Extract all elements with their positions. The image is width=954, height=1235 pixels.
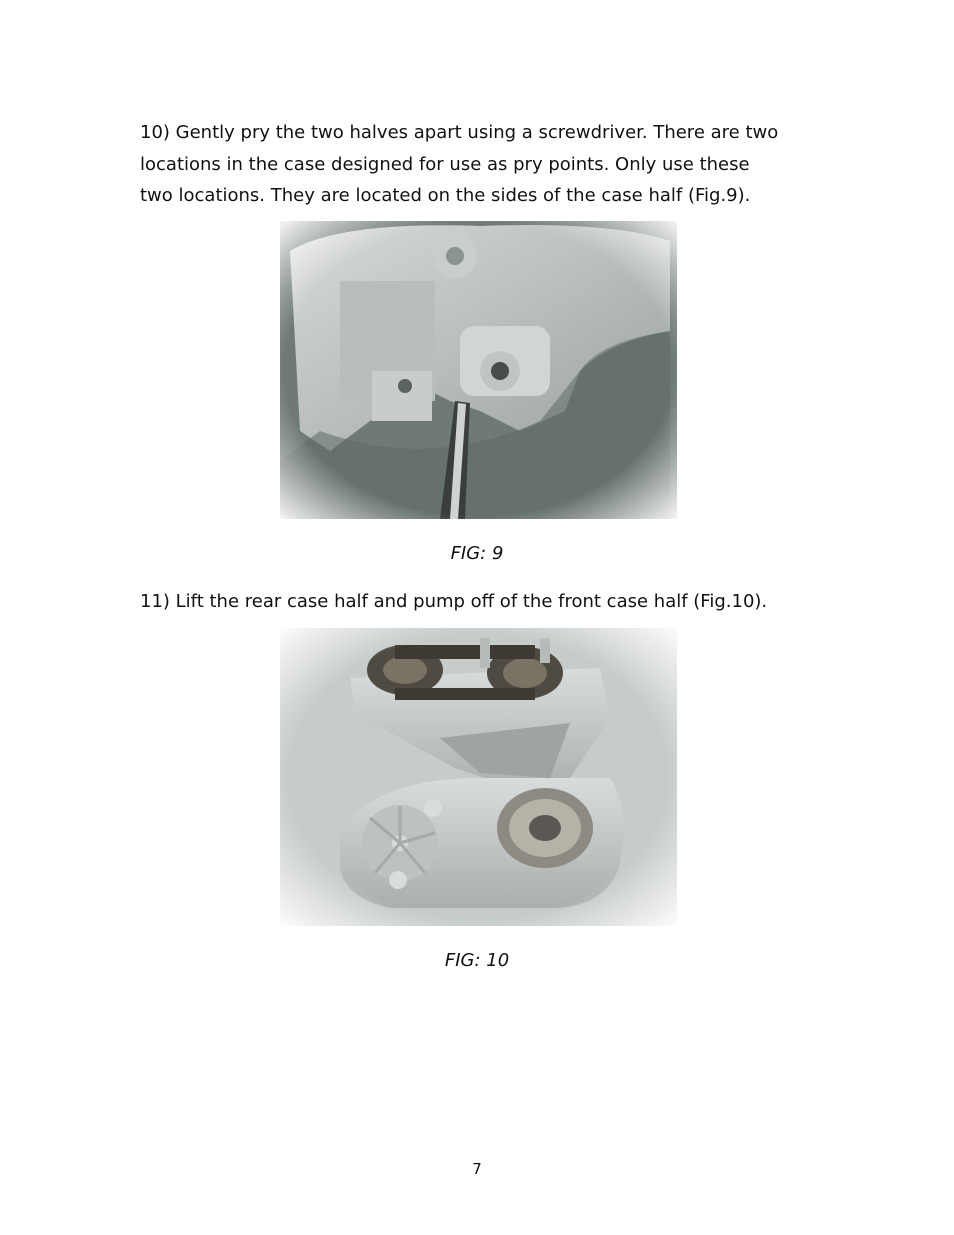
step-10-line-1: 10) Gently pry the two halves apart using a screwdriver. There are two	[140, 122, 779, 143]
step-10-paragraph	[140, 117, 830, 212]
step-10-line-3: two locations. They are located on the sides of the case half (Fig.9).	[140, 185, 751, 206]
page-number: 7	[472, 1160, 482, 1178]
step-11-line-1: 11) Lift the rear case half and pump off of the front case half (Fig.10).	[140, 591, 768, 612]
figure-10-photo	[280, 628, 677, 926]
figure-9-caption: FIG: 9	[450, 543, 504, 564]
step-11-paragraph	[140, 586, 830, 618]
figure-9-photo	[280, 221, 677, 519]
figure-10-caption: FIG: 10	[444, 950, 510, 971]
step-10-line-2: locations in the case designed for use as pry points. Only use these	[140, 153, 750, 175]
